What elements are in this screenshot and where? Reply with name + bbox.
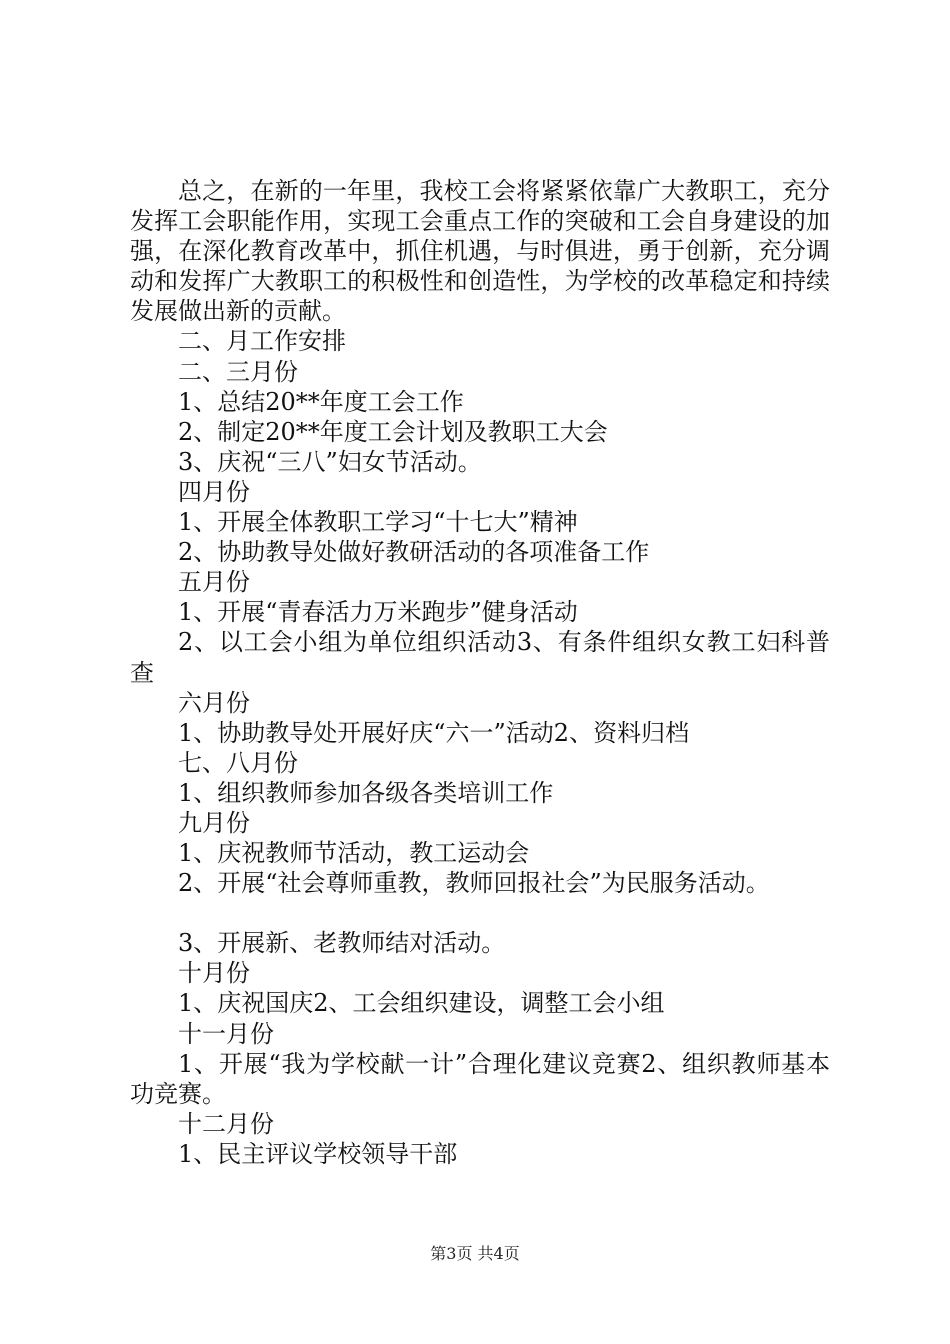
list-item: 2、协助教导处做好教研活动的各项准备工作: [178, 538, 650, 567]
month-heading-march: 二、三月份: [178, 357, 298, 386]
list-item: 1、开展“青春活力万米跑步”健身活动: [178, 598, 578, 627]
list-item: 2、制定20**年度工会计划及教职工大会: [178, 417, 608, 446]
document-body: [130, 176, 830, 1169]
list-item: 1、开展“我为学校献一计”合理化建议竞赛2、组织教师基本功竞赛。: [130, 1049, 830, 1108]
month-heading-december: 十二月份: [178, 1109, 274, 1138]
list-item: 1、开展全体教职工学习“十七大”精神: [178, 508, 578, 537]
month-heading-july-august: 七、八月份: [178, 748, 298, 777]
list-item: 3、开展新、老教师结对活动。: [178, 929, 506, 958]
list-item: 1、协助教导处开展好庆“六一”活动2、资料归档: [178, 718, 690, 747]
list-item: 2、开展“社会尊师重教，教师回报社会”为民服务活动。: [178, 869, 770, 898]
list-item: 1、民主评议学校领导干部: [178, 1139, 458, 1168]
month-heading-september: 九月份: [178, 808, 250, 837]
blank-line: [130, 898, 830, 928]
month-heading-may: 五月份: [178, 568, 250, 597]
section-heading: 二、月工作安排: [178, 327, 346, 356]
list-item: 1、组织教师参加各级各类培训工作: [178, 778, 554, 807]
month-heading-june: 六月份: [178, 688, 250, 717]
month-heading-october: 十月份: [178, 959, 250, 988]
page-number-footer: 第3页 共4页: [430, 1244, 520, 1263]
intro-paragraph: 总之，在新的一年里，我校工会将紧紧依靠广大教职工，充分发挥工会职能作用，实现工会重点工作的突破和工会自身建设的加强，在深化教育改革中，抓住机遇，与时俱进，勇于创新，充分调动和发挥广大教职工的积极性和创造性，为学校的改革稳定和持续发展做出新的贡献。: [130, 177, 830, 326]
month-heading-april: 四月份: [178, 477, 250, 506]
month-heading-november: 十一月份: [178, 1019, 274, 1048]
list-item: 1、总结20**年度工会工作: [178, 387, 464, 416]
list-item: 3、庆祝“三八”妇女节活动。: [178, 447, 482, 476]
list-item: 2、以工会小组为单位组织活动3、有条件组织女教工妇科普查: [130, 628, 830, 687]
list-item: 1、庆祝国庆2、工会组织建设，调整工会小组: [178, 989, 665, 1018]
list-item: 1、庆祝教师节活动，教工运动会: [178, 839, 530, 868]
